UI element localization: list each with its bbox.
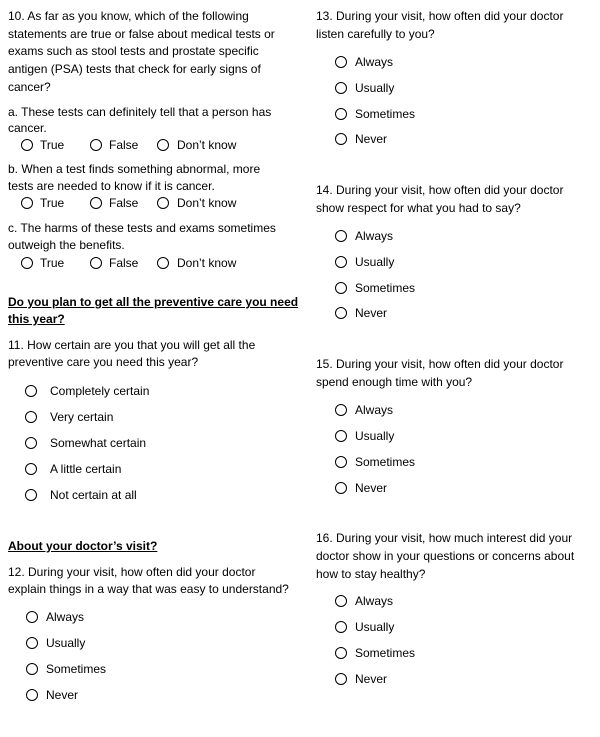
question-13-option[interactable]: [335, 130, 387, 147]
radio-button-icon[interactable]: [26, 689, 38, 701]
radio-button-icon[interactable]: [335, 230, 347, 242]
radio-button-icon[interactable]: [335, 482, 347, 494]
option-label: Always: [355, 54, 394, 69]
question-12-option[interactable]: [26, 686, 78, 703]
question-12-text: 12. During your visit, how often did your doctor: [8, 565, 256, 579]
option-label: Very certain: [50, 409, 114, 424]
question-10-text: exams such as stool tests and prostate specific: [8, 44, 259, 58]
question-10-option[interactable]: [21, 136, 64, 153]
radio-button-icon[interactable]: [335, 133, 347, 145]
radio-button-icon[interactable]: [335, 595, 347, 607]
radio-button-icon[interactable]: [335, 56, 347, 68]
option-label: False: [109, 195, 139, 210]
question-14-option[interactable]: [335, 253, 394, 270]
radio-button-icon[interactable]: [335, 621, 347, 633]
option-label: False: [109, 255, 139, 270]
radio-button-icon[interactable]: [335, 647, 347, 659]
option-label: Usually: [355, 428, 395, 443]
question-13-option[interactable]: [335, 79, 394, 96]
question-13-option[interactable]: [335, 53, 393, 70]
radio-button-icon[interactable]: [25, 411, 37, 423]
question-14-option[interactable]: [335, 227, 393, 244]
question-15-option[interactable]: [335, 479, 387, 496]
question-11-option[interactable]: [25, 486, 137, 503]
section-heading-preventive: this year?: [8, 312, 65, 326]
option-label: Somewhat certain: [50, 435, 147, 450]
question-10-option[interactable]: [90, 254, 138, 271]
question-12-option[interactable]: [26, 608, 84, 625]
option-label: True: [40, 255, 65, 270]
radio-button-icon[interactable]: [26, 663, 38, 675]
question-15-text: spend enough time with you?: [316, 375, 473, 389]
option-label: Never: [46, 687, 79, 702]
radio-button-icon[interactable]: [90, 197, 102, 209]
question-13-text: 13. During your visit, how often did your doctor: [316, 9, 564, 23]
radio-button-icon[interactable]: [26, 637, 38, 649]
question-10-option[interactable]: [157, 136, 236, 153]
question-10-option[interactable]: [90, 194, 138, 211]
radio-button-icon[interactable]: [21, 197, 33, 209]
radio-button-icon[interactable]: [335, 430, 347, 442]
question-11-text: preventive care you need this year?: [8, 355, 199, 369]
question-16-option[interactable]: [335, 644, 415, 661]
radio-button-icon[interactable]: [25, 385, 37, 397]
question-10-statement: tests are needed to know if it is cancer.: [8, 179, 215, 193]
question-16-option[interactable]: [335, 670, 387, 687]
question-10-statement: cancer.: [8, 121, 47, 135]
radio-button-icon[interactable]: [25, 463, 37, 475]
option-label: Always: [355, 402, 394, 417]
question-15-option[interactable]: [335, 427, 394, 444]
radio-button-icon[interactable]: [335, 673, 347, 685]
option-label: Always: [355, 228, 394, 243]
radio-button-icon[interactable]: [21, 139, 33, 151]
question-10-text: 10. As far as you know, which of the following: [8, 9, 249, 23]
question-15-text: 15. During your visit, how often did your doctor: [316, 357, 564, 371]
option-label: Sometimes: [46, 661, 107, 676]
question-11-option[interactable]: [25, 460, 121, 477]
option-label: Never: [355, 131, 388, 146]
option-label: False: [109, 137, 139, 152]
option-label: Always: [46, 609, 85, 624]
option-label: Never: [355, 305, 388, 320]
radio-button-icon[interactable]: [90, 257, 102, 269]
question-10-statement: b. When a test finds something abnormal, more: [8, 162, 261, 176]
question-10-text: antigen (PSA) tests that check for early signs of: [8, 62, 261, 76]
section-heading-visit: About your doctor’s visit?: [8, 539, 158, 553]
radio-button-icon[interactable]: [26, 611, 38, 623]
option-label: Completely certain: [50, 383, 150, 398]
option-label: Sometimes: [355, 106, 416, 121]
option-label: Don’t know: [177, 137, 237, 152]
question-14-option[interactable]: [335, 304, 387, 321]
option-label: Usually: [355, 619, 395, 634]
question-10-option[interactable]: [21, 254, 64, 271]
question-10-option[interactable]: [157, 254, 236, 271]
question-10-option[interactable]: [21, 194, 64, 211]
radio-button-icon[interactable]: [335, 404, 347, 416]
radio-button-icon[interactable]: [90, 139, 102, 151]
radio-button-icon[interactable]: [335, 256, 347, 268]
option-label: Usually: [355, 80, 395, 95]
question-12-option[interactable]: [26, 660, 106, 677]
question-16-option[interactable]: [335, 592, 393, 609]
option-label: Sometimes: [355, 454, 416, 469]
option-label: A little certain: [50, 461, 122, 476]
question-14-option[interactable]: [335, 279, 415, 296]
question-16-text: doctor show in your questions or concerns about: [316, 549, 575, 563]
question-14-text: show respect for what you had to say?: [316, 201, 521, 215]
question-10-option[interactable]: [157, 194, 236, 211]
radio-button-icon[interactable]: [335, 456, 347, 468]
radio-button-icon[interactable]: [21, 257, 33, 269]
question-16-text: how to stay healthy?: [316, 567, 426, 581]
option-label: Usually: [355, 254, 395, 269]
question-11-text: 11. How certain are you that you will get all the: [8, 338, 256, 352]
option-label: Not certain at all: [50, 487, 137, 502]
radio-button-icon[interactable]: [25, 489, 37, 501]
question-12-text: explain things in a way that was easy to understand?: [8, 582, 289, 596]
question-15-option[interactable]: [335, 401, 393, 418]
radio-button-icon[interactable]: [25, 437, 37, 449]
radio-button-icon[interactable]: [335, 307, 347, 319]
radio-button-icon[interactable]: [157, 197, 169, 209]
question-16-text: 16. During your visit, how much interest did your: [316, 531, 573, 545]
radio-button-icon[interactable]: [335, 108, 347, 120]
question-10-option[interactable]: [90, 136, 138, 153]
option-label: Never: [355, 671, 388, 686]
question-10-text: cancer?: [8, 80, 51, 94]
question-11-option[interactable]: [25, 434, 146, 451]
question-14-text: 14. During your visit, how often did your doctor: [316, 183, 564, 197]
option-label: Never: [355, 480, 388, 495]
option-label: Don’t know: [177, 195, 237, 210]
option-label: Usually: [46, 635, 86, 650]
question-16-option[interactable]: [335, 618, 394, 635]
question-15-option[interactable]: [335, 453, 415, 470]
option-label: True: [40, 137, 65, 152]
question-10-statement: outweigh the benefits.: [8, 238, 125, 252]
radio-button-icon[interactable]: [335, 282, 347, 294]
option-label: Sometimes: [355, 280, 416, 295]
question-12-option[interactable]: [26, 634, 85, 651]
radio-button-icon[interactable]: [157, 139, 169, 151]
option-label: Sometimes: [355, 645, 416, 660]
question-11-option[interactable]: [25, 382, 149, 399]
section-heading-preventive: Do you plan to get all the preventive care you need: [8, 295, 299, 309]
question-13-text: listen carefully to you?: [316, 27, 435, 41]
question-10-statement: a. These tests can definitely tell that a person has: [8, 105, 272, 119]
question-10-text: statements are true or false about medical tests or: [8, 27, 275, 41]
radio-button-icon[interactable]: [157, 257, 169, 269]
question-11-option[interactable]: [25, 408, 113, 425]
option-label: Always: [355, 593, 394, 608]
question-13-option[interactable]: [335, 105, 415, 122]
option-label: Don’t know: [177, 255, 237, 270]
option-label: True: [40, 195, 65, 210]
question-10-statement: c. The harms of these tests and exams sometimes: [8, 221, 276, 235]
radio-button-icon[interactable]: [335, 82, 347, 94]
